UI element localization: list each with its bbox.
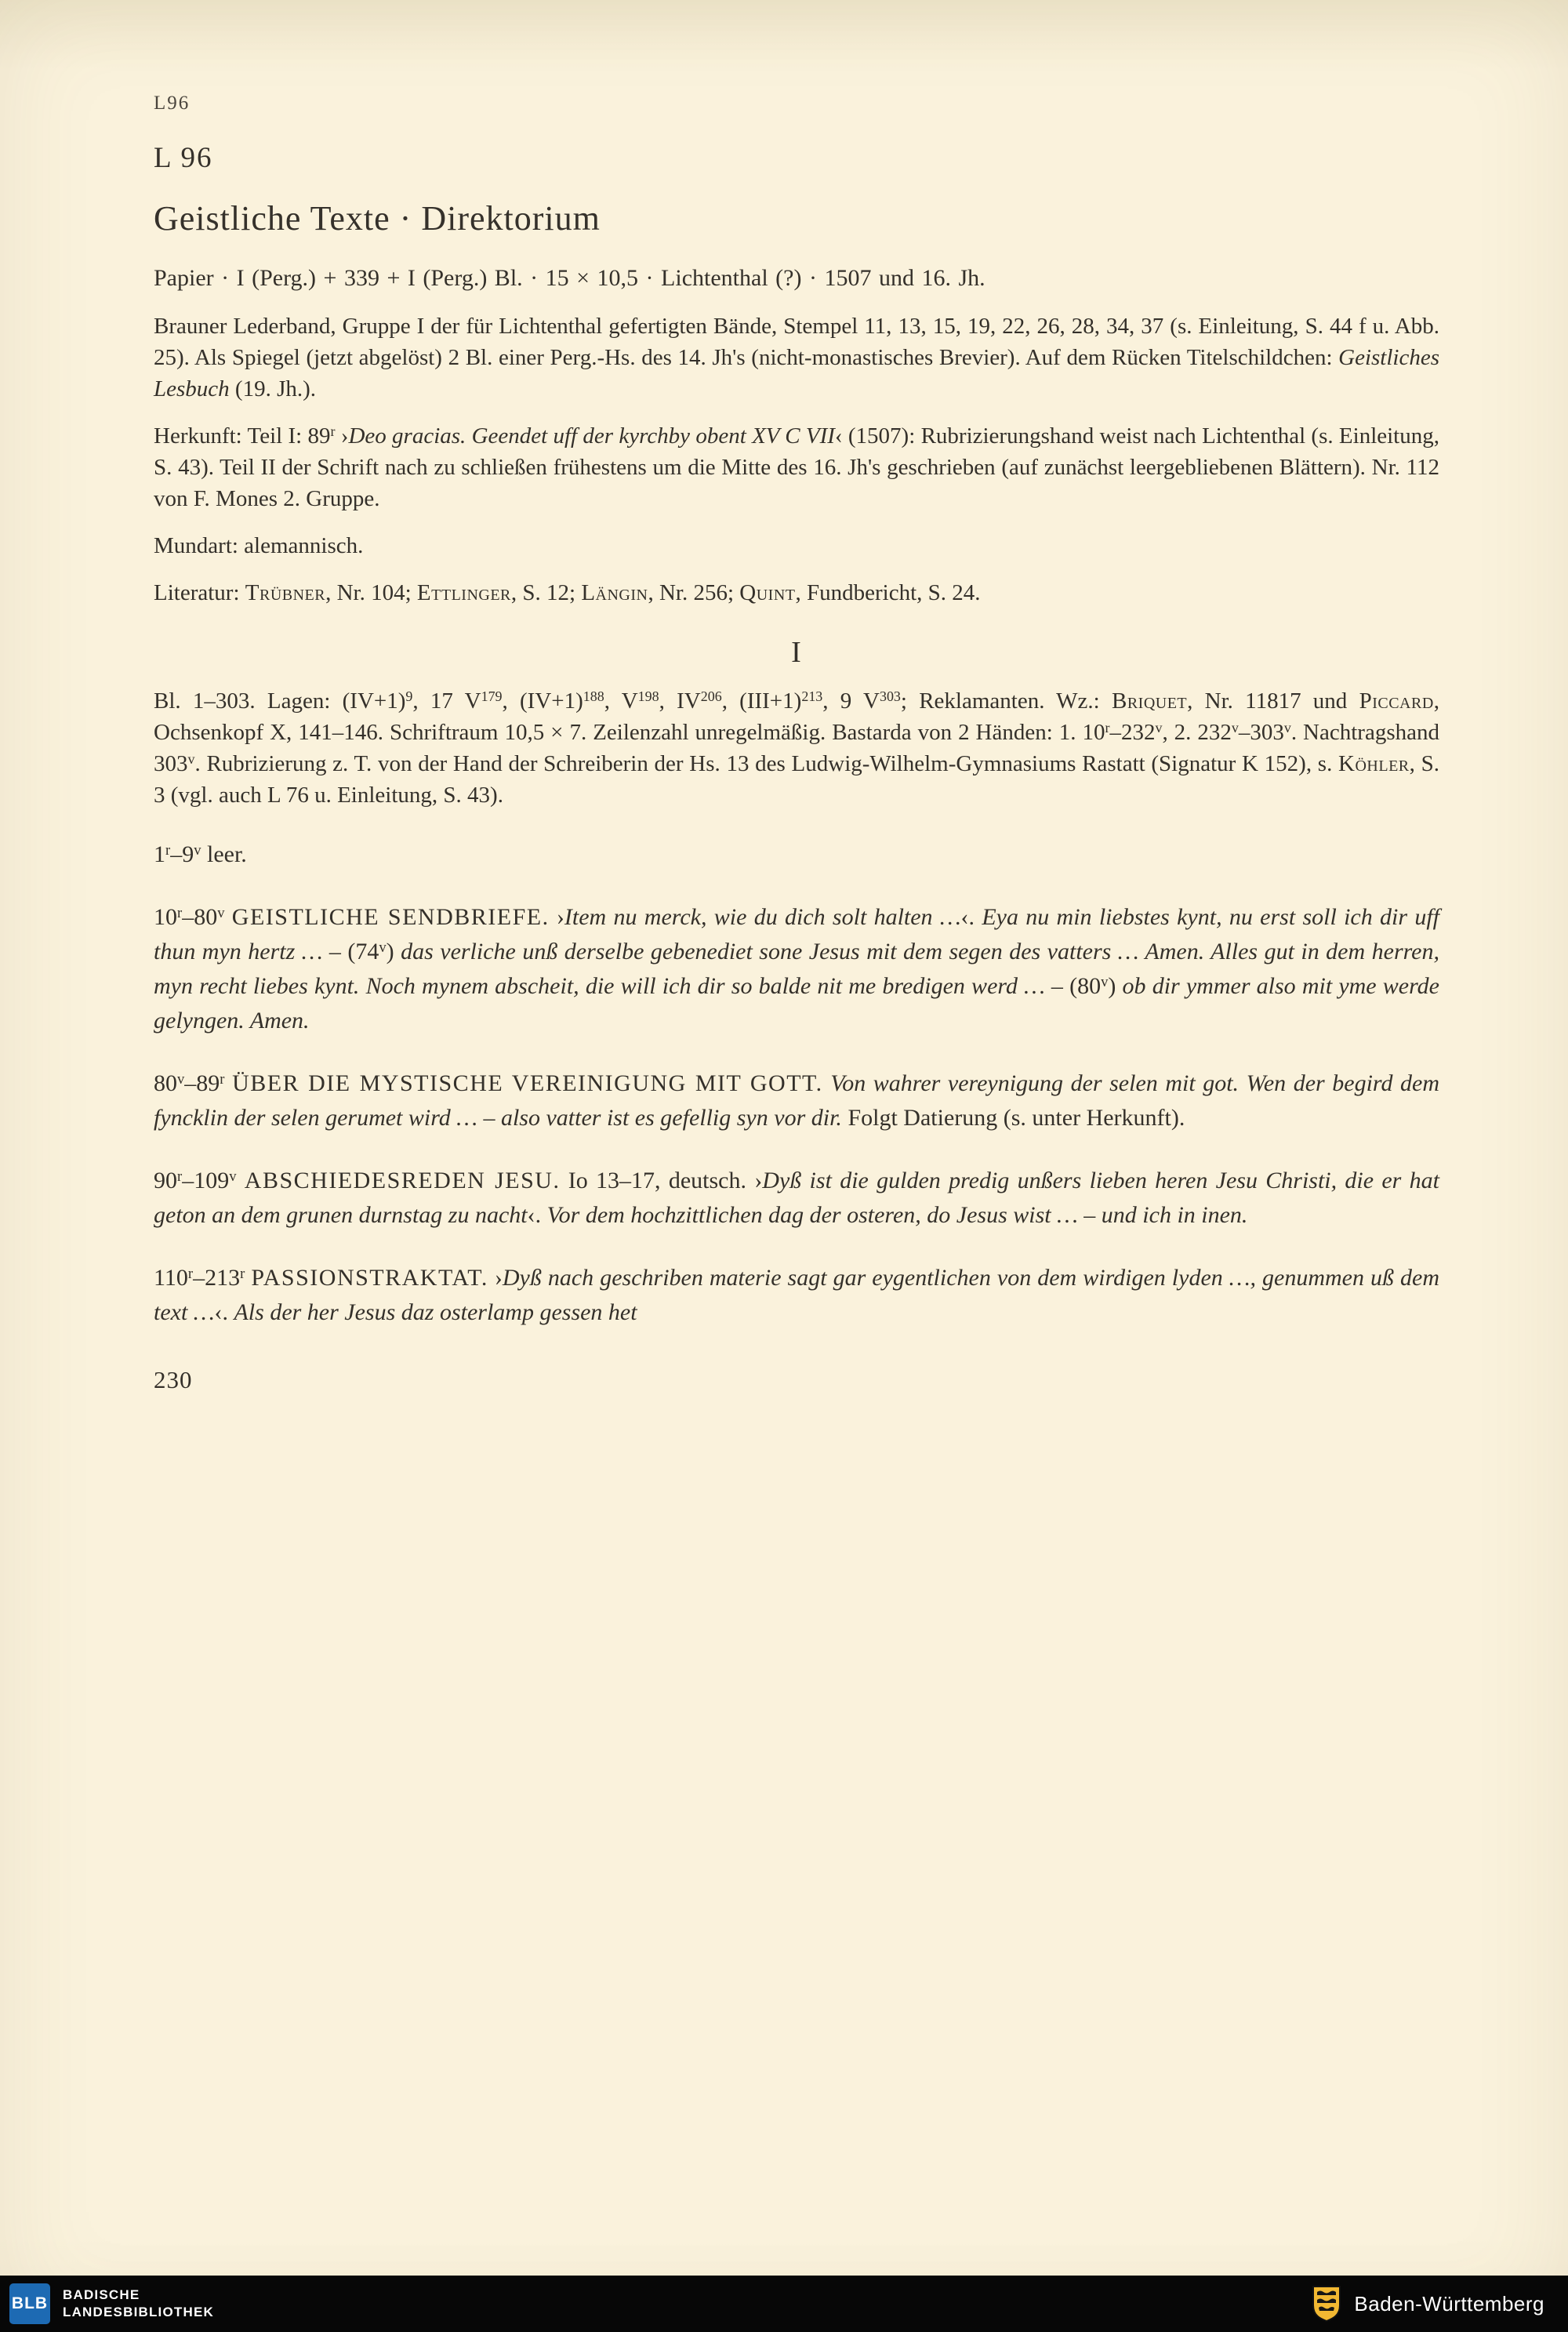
blb-text-line1: BADISCHE bbox=[63, 2287, 140, 2302]
blb-logo-group bbox=[9, 2283, 214, 2324]
bw-coat-of-arms-icon bbox=[1310, 2284, 1343, 2323]
collation-paragraph: Bl. 1–303. Lagen: $(IV+1)^9$, 17 $V^{179}$, $(IV+1)^{188}$, $V^{198}$, IV$^{206}$, $(III+1)^{213}$, 9 $V^{303}$; Reklamanten. Wz.: Briquet, Nr. 11817 und Piccard, Ochsenkopf X, 141–146. Schriftraum 10,5 × 7. Zeilenzahl unregelmäßig. Bastarda von 2 Händen: 1. 10$^r$–232$^v$, 2. 232$^v$–303$^v$. Nachtragshand 303$^v$. Rubrizierung z. T. von der Hand der Schreiberin der Hs. 13 des Ludwig-Wilhelm-Gymnasiums Rastatt (Signatur K 152), s. Köhler, S. 3 (vgl. auch L 76 u. Einleitung, S. 43). bbox=[154, 688, 1440, 808]
dialect-line: Mundart: alemannisch. bbox=[154, 533, 364, 558]
blank-folios-line: 1$^r$–9$^v$ leer. bbox=[154, 841, 247, 867]
bw-logo-group bbox=[1310, 2284, 1544, 2323]
page-content bbox=[154, 93, 1439, 1394]
shelfmark-heading: L 96 bbox=[154, 142, 213, 174]
footer-bar bbox=[0, 2276, 1568, 2332]
provenance-paragraph: Herkunft: Teil I: 89$^r$ ›Deo gracias. Geendet uff der kyrchby obent XV C VII‹ (1507): Rubrizierungshand weist nach Lichtenthal (s. Einleitung, S. 43). Teil II der Schrift nach zu schließen frühestens um die Mitte des 16. Jh's geschrieben (auf zunächst leergebliebenen Blättern). Nr. 112 von F. Mones 2. Gruppe. bbox=[154, 423, 1439, 511]
blb-logo-icon: BLB bbox=[9, 2283, 50, 2324]
entry-passionstraktat: 110$^r$–213$^r$ PASSIONSTRAKTAT. ›Dyß nach geschriben materie sagt gar eygentlichen von dem wirdigen lyden …, genummen uß dem text …‹. Als der her Jesus daz osterlamp gessen het bbox=[154, 1265, 1439, 1325]
entry-mystische-vereinigung: 80$^v$–89$^r$ ÜBER DIE MYSTISCHE VEREINIGUNG MIT GOTT. Von wahrer vereynigung der selen mit got. Wen der begird dem fyncklin der selen gerumet wird … – also vatter ist es gefellig syn vor dir. Folgt Datierung (s. unter Herkunft). bbox=[154, 1070, 1440, 1131]
entry-sendbriefe: 10$^r$–80$^v$ GEISTLICHE SENDBRIEFE. ›Item nu merck, wie du dich solt halten …‹. Eya nu min liebstes kynt, nu erst soll ich dir uff thun myn hertz … – (74$^v$) das verliche unß derselbe gebenediet sone Jesus mit dem segen des vatters … Amen. Alles gut in dem herren, myn recht liebes kynt. Noch mynem abscheit, die will ich dir so balde nit me bredigen werd … – (80$^v$) ob dir ymmer also mit yme werde gelyngen. Amen. bbox=[154, 904, 1440, 1033]
blb-logo-text bbox=[63, 2287, 214, 2321]
physical-description-line: Papier · I (Perg.) + 339 + I (Perg.) Bl. · 15 × 10,5 · Lichtenthal (?) · 1507 und 16. Jh. bbox=[154, 265, 985, 291]
manuscript-title: Geistliche Texte · Direktorium bbox=[154, 199, 601, 238]
literature-line: Literatur: Trübner, Nr. 104; Ettlinger, S. 12; Längin, Nr. 256; Quint, Fundbericht, S. 24. bbox=[154, 580, 981, 605]
page-number: 230 bbox=[154, 1366, 193, 1393]
running-head: L96 bbox=[154, 93, 191, 114]
part-heading: I bbox=[791, 636, 802, 669]
binding-paragraph: Brauner Lederband, Gruppe I der für Lichtenthal gefertigten Bände, Stempel 11, 13, 15, 19, 22, 26, 28, 34, 37 (s. Einleitung, S. 44 f u. Abb. 25). Als Spiegel (jetzt abgelöst) 2 Bl. einer Perg.-Hs. des 14. Jh's (nicht-monastisches Brevier). Auf dem Rücken Titelschildchen: Geistliches Lesbuch (19. Jh.). bbox=[154, 314, 1439, 401]
entry-abschiedesreden: 90$^r$–109$^v$ ABSCHIEDESREDEN JESU. Io 13–17, deutsch. ›Dyß ist die gulden predig unßers lieben heren Jesu Christi, die er hat geton an dem grunen durnstag zu nacht‹. Vor dem hochzittlichen dag der osteren, do Jesus wist … – und ich in inen. bbox=[154, 1168, 1439, 1228]
blb-text-line2: LANDESBIBLIOTHEK bbox=[63, 2305, 214, 2319]
bw-label: Baden-Württemberg bbox=[1354, 2291, 1544, 2316]
